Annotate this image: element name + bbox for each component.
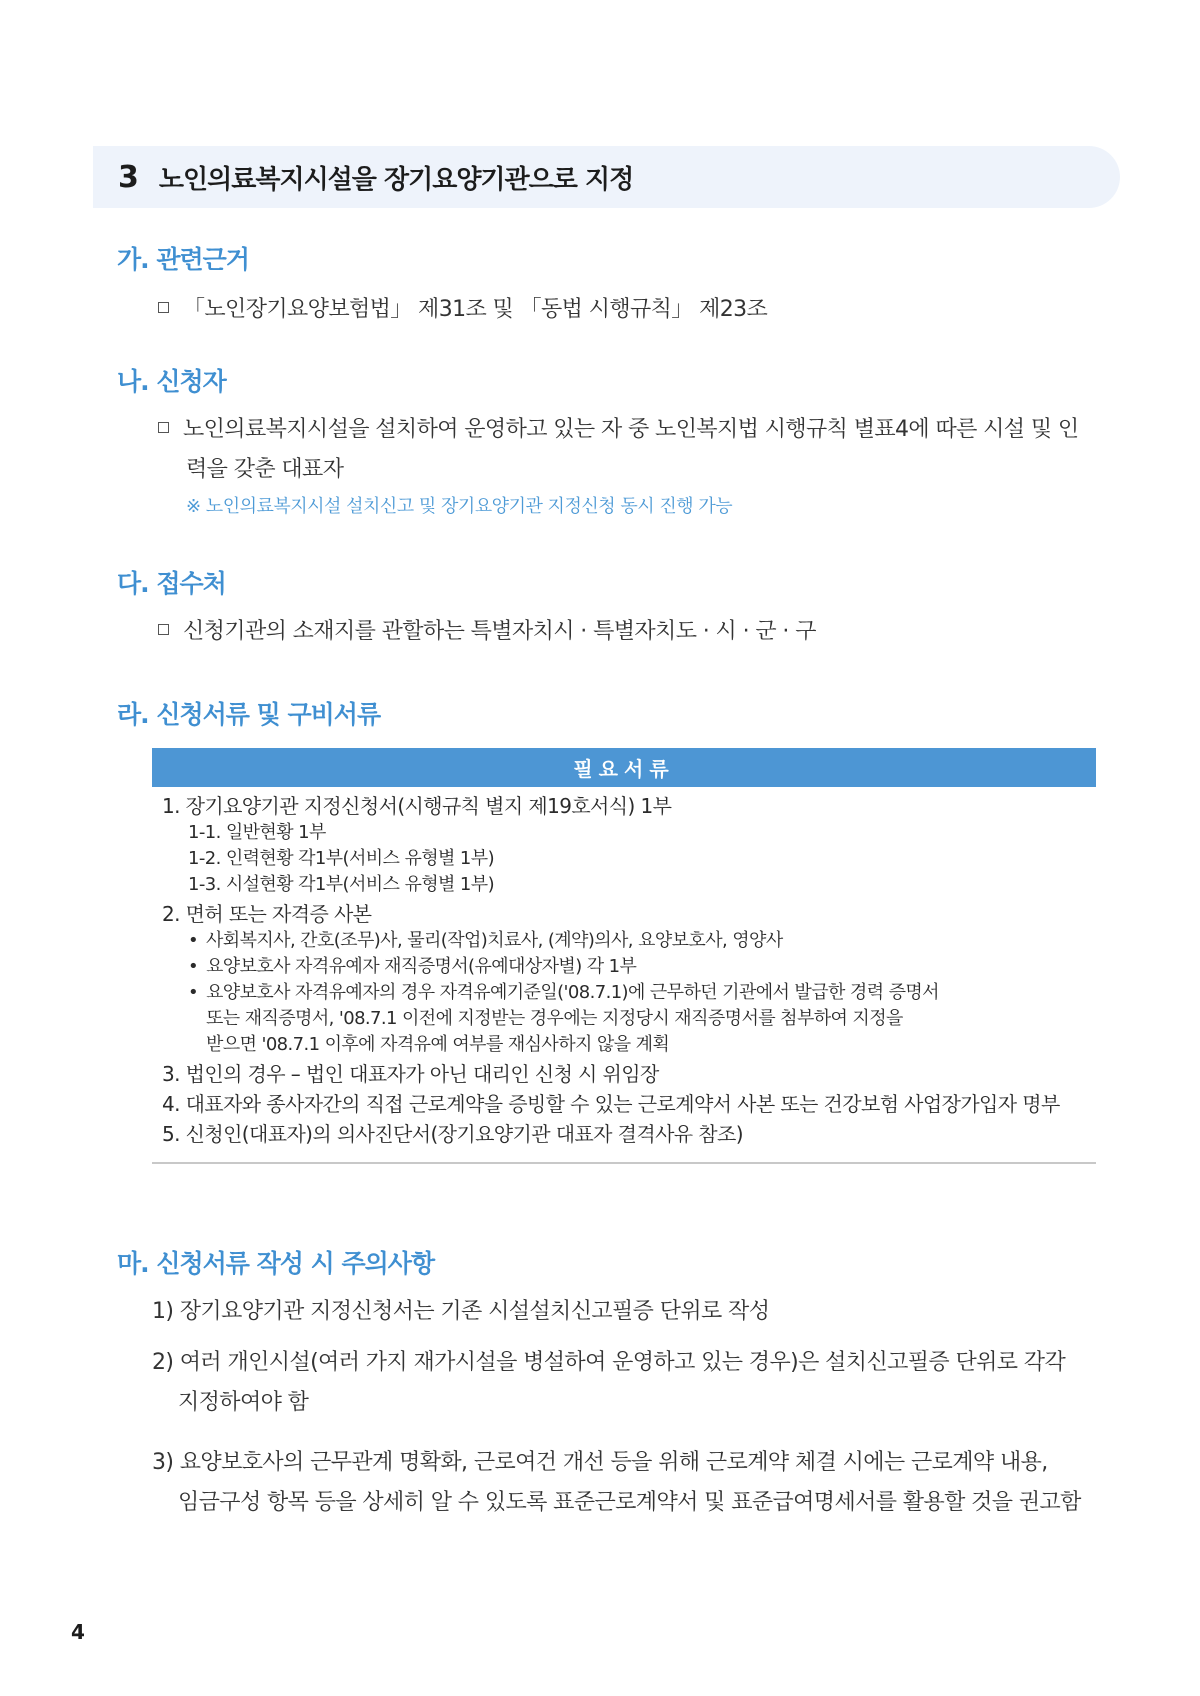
doc-bullet-line: 또는 재직증명서, '08.7.1 이전에 지정받는 경우에는 지정당시 재직증명서를 첨부하여 지정을	[206, 1008, 903, 1029]
doc-item-3: 3. 법인의 경우 – 법인 대표자가 아닌 대리인 신청 시 위임장	[162, 1062, 659, 1086]
documents-list	[152, 792, 1096, 1164]
page-number: 4	[71, 1620, 85, 1644]
applicant-item: 노인의료복지시설을 설치하여 운영하고 있는 자 중 노인복지법 시행규칙 별표4에 따른 시설 및 인	[158, 410, 1108, 450]
section-title: 노인의료복지시설을 장기요양기관으로 지정	[158, 164, 634, 195]
square-bullet-icon	[158, 422, 169, 433]
doc-item-4: 4. 대표자와 종사자간의 직접 근로계약을 증빙할 수 있는 근로계약서 사본 또는 건강보험 사업장가입자 명부	[162, 1092, 1060, 1116]
doc-bullet-line: 요양보호사 자격유예자의 경우 자격유예기준일('08.7.1)에 근무하던 기관에서 발급한 경력 증명서	[206, 982, 939, 1003]
square-bullet-icon	[158, 302, 169, 313]
applicant-note: ※ 노인의료복지시설 설치신고 및 장기요양기관 지정신청 동시 진행 가능	[186, 496, 733, 517]
doc-item-5: 5. 신청인(대표자)의 의사진단서(장기요양기관 대표자 결격사유 참조)	[162, 1122, 743, 1146]
documents-heading: 라. 신청서류 및 구비서류	[117, 700, 381, 729]
doc-bullet: • 요양보호사 자격유예자 재직증명서(유예대상자별) 각 1부	[152, 954, 1096, 980]
cautions-heading: 마. 신청서류 작성 시 주의사항	[117, 1249, 435, 1278]
caution-item-3: 3) 요양보호사의 근무관계 명확화, 근로여건 개선 등을 위해 근로계약 체결 시에는 근로계약 내용, 임금구성 항목 등을 상세히 알 수 있도록 표준근로계약서 및 표준급여명세서를 활용할 것을 권고함	[152, 1450, 1081, 1515]
caution-item-1: 1) 장기요양기관 지정신청서는 기존 시설설치신고필증 단위로 작성	[152, 1299, 770, 1324]
applicant-heading: 나. 신청자	[117, 367, 226, 396]
section-header	[93, 146, 1120, 208]
square-bullet-icon	[158, 624, 169, 635]
doc-bullet	[152, 980, 1096, 1058]
doc-subitem: 1-2. 인력현황 각1부(서비스 유형별 1부)	[188, 848, 494, 869]
doc-subitem: 1-3. 시설현황 각1부(서비스 유형별 1부)	[188, 874, 494, 895]
office-heading: 다. 접수처	[117, 569, 226, 598]
caution-item-2: 2) 여러 개인시설(여러 가지 재가시설을 병설하여 운영하고 있는 경우)은 설치신고필증 단위로 각각 지정하여야 함	[152, 1350, 1066, 1415]
doc-item-2: 2. 면허 또는 자격증 사본	[162, 902, 372, 926]
office-item: 신청기관의 소재지를 관할하는 특별자치시 · 특별자치도 · 시 · 군 · 구	[158, 612, 1108, 652]
dot-bullet-icon: •	[188, 982, 199, 1003]
dot-bullet-icon: •	[188, 956, 199, 977]
documents-table-header: 필요서류	[152, 748, 1096, 787]
dot-bullet-icon: •	[188, 930, 199, 951]
section-number: 3	[118, 159, 139, 195]
doc-bullet-line: 받으면 '08.7.1 이후에 자격유예 여부를 재심사하지 않을 계획	[206, 1034, 670, 1055]
doc-bullet: • 사회복지사, 간호(조무)사, 물리(작업)치료사, (계약)의사, 요양보호사, 영양사	[152, 928, 1096, 954]
doc-item-1: 1. 장기요양기관 지정신청서(시행규칙 별지 제19호서식) 1부	[162, 794, 672, 818]
basis-heading: 가. 관련근거	[117, 245, 249, 274]
doc-subitem: 1-1. 일반현황 1부	[188, 822, 326, 843]
basis-item: 「노인장기요양보험법」 제31조 및 「동법 시행규칙」 제23조	[158, 290, 1108, 330]
applicant-item-cont: 력을 갖춘 대표자	[186, 457, 344, 482]
